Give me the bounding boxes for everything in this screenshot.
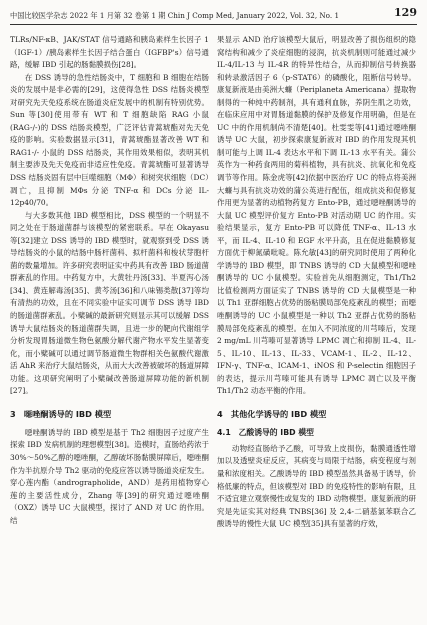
- section-heading: 3 噁唑酮诱导的 IBD 模型: [10, 408, 112, 419]
- page-header: [10, 8, 417, 25]
- subsection-heading: 4.1 乙酸诱导的 IBD 模型: [217, 427, 314, 437]
- running-header: 中国比较医学杂志 2022 年 1 月第 32 卷第 1 期 Chin J Comp Med, January 2022, Vol. 32, No. 1: [10, 11, 340, 20]
- section-heading: 4 其他化学诱导的 IBD 模型: [217, 408, 327, 419]
- page-number: 129: [394, 6, 417, 19]
- paragraph: 噁唑酮诱导的 IBD 模型是基于 Th2 细胞因子过度产生探索 IBD 发病机制的理想模型[38]。造模时，直肠给药浓于 30%～50%乙醇的噁唑酮，乙醇破坏肠黏膜屏障后，噁唑酮作为半抗原介导 Th2 驱动的免疫应答以诱导肠道炎症发生。穿心莲内酯（andrographolide，AND）是药用植物穿心莲的主要活性成分，Zhang 等[39]的研究通过噁唑酮（OXZ）诱导 UC 大鼠模型，探讨了 AND 对 UC 的作用。结: [10, 427, 209, 525]
- paragraph: TLRs/NF-κB、JAK/STAT 信号通路和胰岛素样生长因子 1（IGF-1）/胰岛素样生长因子结合蛋白（IGFBP's）信号通路，缓解 IBD 引起的肠黏膜损伤[28]。: [10, 35, 209, 70]
- right-column: [217, 34, 416, 531]
- paragraph: 果显示 AND 治疗该模型大鼠后，明显改善了损伤组织的隐窝结构和减少了炎症细胞的浸润，抗炎机制则可能通过减少 IL-4/IL-13 与 IL-4R 的特异性结合，从而抑制信号转换器和转录激活因子 6（p-STAT6）的磷酸化，阻断信号转导。康复新液是由美洲大蠊（Periplaneta Americana）提取物制得的一种纯中药制剂，具有通利血脉，养阴生肌之功效，在临床应用中对胃肠道黏膜的保护及修复作用明确，但是在 UC 中的作用机制尚不清楚[40]。杜雯雯等[41]通过噁唑酮诱导 UC 大鼠，初步探索康复新液对 IBD 的作用发现其机制可能与上调 IL-4 表达水平和下调 IL-13 水平有关。蒲公英作为一种药食两用的菊科植物，具有抗炎、抗氧化和免疫调节等作用。陈金虎等[42]依据中医治疗 UC 的特点将美洲大蠊与具有抗炎功效的蒲公英进行配伍，组成抗炎和促修复作用更为显著的动植物药复方 Ento-PB，通过噁唑酮诱导的大鼠 UC 模型评价复方 Ento-PB 对活动期 UC 的作用。实验结果显示，复方 Ento-PB 可以降低 TNF-α、IL-13 水平，而 IL-4、IL-10 和 EGF 水平升高，且在促进黏膜修复方面优于柳氮磺吡啶。陈允敏[43]的研究同时使用了两种化学诱导的 IBD 模型，即 TNBS 诱导的 CD 大鼠模型和噁唑酮诱导的 UC 小鼠模型。实验首先从细胞测定，Th1/Th2 比值检测两方面证实了 TNBS 诱导的 CD 大鼠模型是一种以 Th1 亚群细胞占优势的肠粘膜局部免疫紊乱的模型；而噁唑酮诱导的 UC 小鼠模型是一种以 Th2 亚群占优势的肠粘膜局部免疫紊乱的模型。在加入不同浓度的川芎嗪后，发现 2 mg/mL 川芎嗪可显著诱导 LPMC 凋亡和抑制 IL-4、IL-5、IL-10、IL-13、IL-33、VCAM-1、IL-2、IL-12、IFN-γ、TNF-α、ICAM-1、iNOS 和 P-selectin 细胞因子的表达，提示川芎嗪可能具有诱导 LPMC 凋亡以及平衡 Th1/Th2 动态平衡的作用。: [217, 35, 416, 396]
- paragraph: 在 DSS 诱导的急性结肠炎中，T 细胞和 B 细胞在结肠炎的发展中是非必需的[29]，这使得急性 DSS 结肠炎模型对研究先天免疫系统在肠道炎症发展中的机制有特别优势。Sun 等[30]使用带有 WT 和 T 细胞缺陷 RAG 小鼠(RAG-/-)的 DSS 结肠炎模型，广泛评估青蒿琥酯对先天免疫的影响。实验数据显示[31]，青蒿琥酯显著改善 WT 和 RAG1-/- 小鼠的 DSS 结肠炎，其作用效果相似，表明其机制主要涉及先天免疫而非适应性免疫。青蒿琥酯可显著诱导 DSS 结肠炎固有层中巨噬细胞（MΦ）和树突状细胞（DC）凋亡，且抑制 MΦs 分泌 TNF-α 和 DCs 分泌 IL-12p40/70。: [10, 72, 209, 208]
- left-column: [10, 34, 209, 527]
- paragraph: 与大多数其他 IBD 模型相比，DSS 模型的一个明显不同之处在于肠道菌群与该模型的紧密联系。早在 Okayasu 等[32]建立 DSS 诱导的 IBD 模型时，就观察到受 DSS 诱导结肠炎的小鼠的结肠中肠杆菌科、拟杆菌科和梭状芽胞杆菌的数量增加。许多研究表明证实中药具有改善 IBD 肠道菌群紊乱的作用。中药复方中，大黄牡丹汤[33]、半夏泻心汤[34]、黄连解毒汤[35]、黄芩汤[36]和八味锡类散[37]等均有清热的功效，且在不同实验中证实可调节 DSS 诱导 IBD 的肠道菌群紊乱。小檗碱的最新研究则显示其可以缓解 DSS 诱导大鼠结肠炎的肠道菌群失调，且进一步的靶向代谢组学分析发现胃肠道微生物色氨酸分解代谢产物水平发生显著变化，而小檗碱可以通过调节肠道微生物群相关色氨酸代谢激活 AhR 来治疗大鼠结肠炎，从而大大改善被破坏的肠道屏障功能。这项研究阐明了小檗碱改善肠道屏障功能的新机制[27]。: [10, 210, 209, 396]
- paragraph: 动物经直肠给予乙酸，可导致上皮损伤，黏膜通透性增加以及透壁炎症反应，其病变与局限于结肠，病变程度与剂量和浓度相关。乙酸诱导的 IBD 模型虽然具备易于诱导，价格低廉的特点，但该模型对 IBD 的免疫特性的影响有限，且不适宜建立观察慢性或复发的 IBD 动物模型。康复新液的研究是先证实其对经典 TNBS[36] 及 2,4-二硝基氯苯联合乙酸诱导的慢性大鼠 UC 模型[35]具有显著的疗效，: [217, 443, 416, 529]
